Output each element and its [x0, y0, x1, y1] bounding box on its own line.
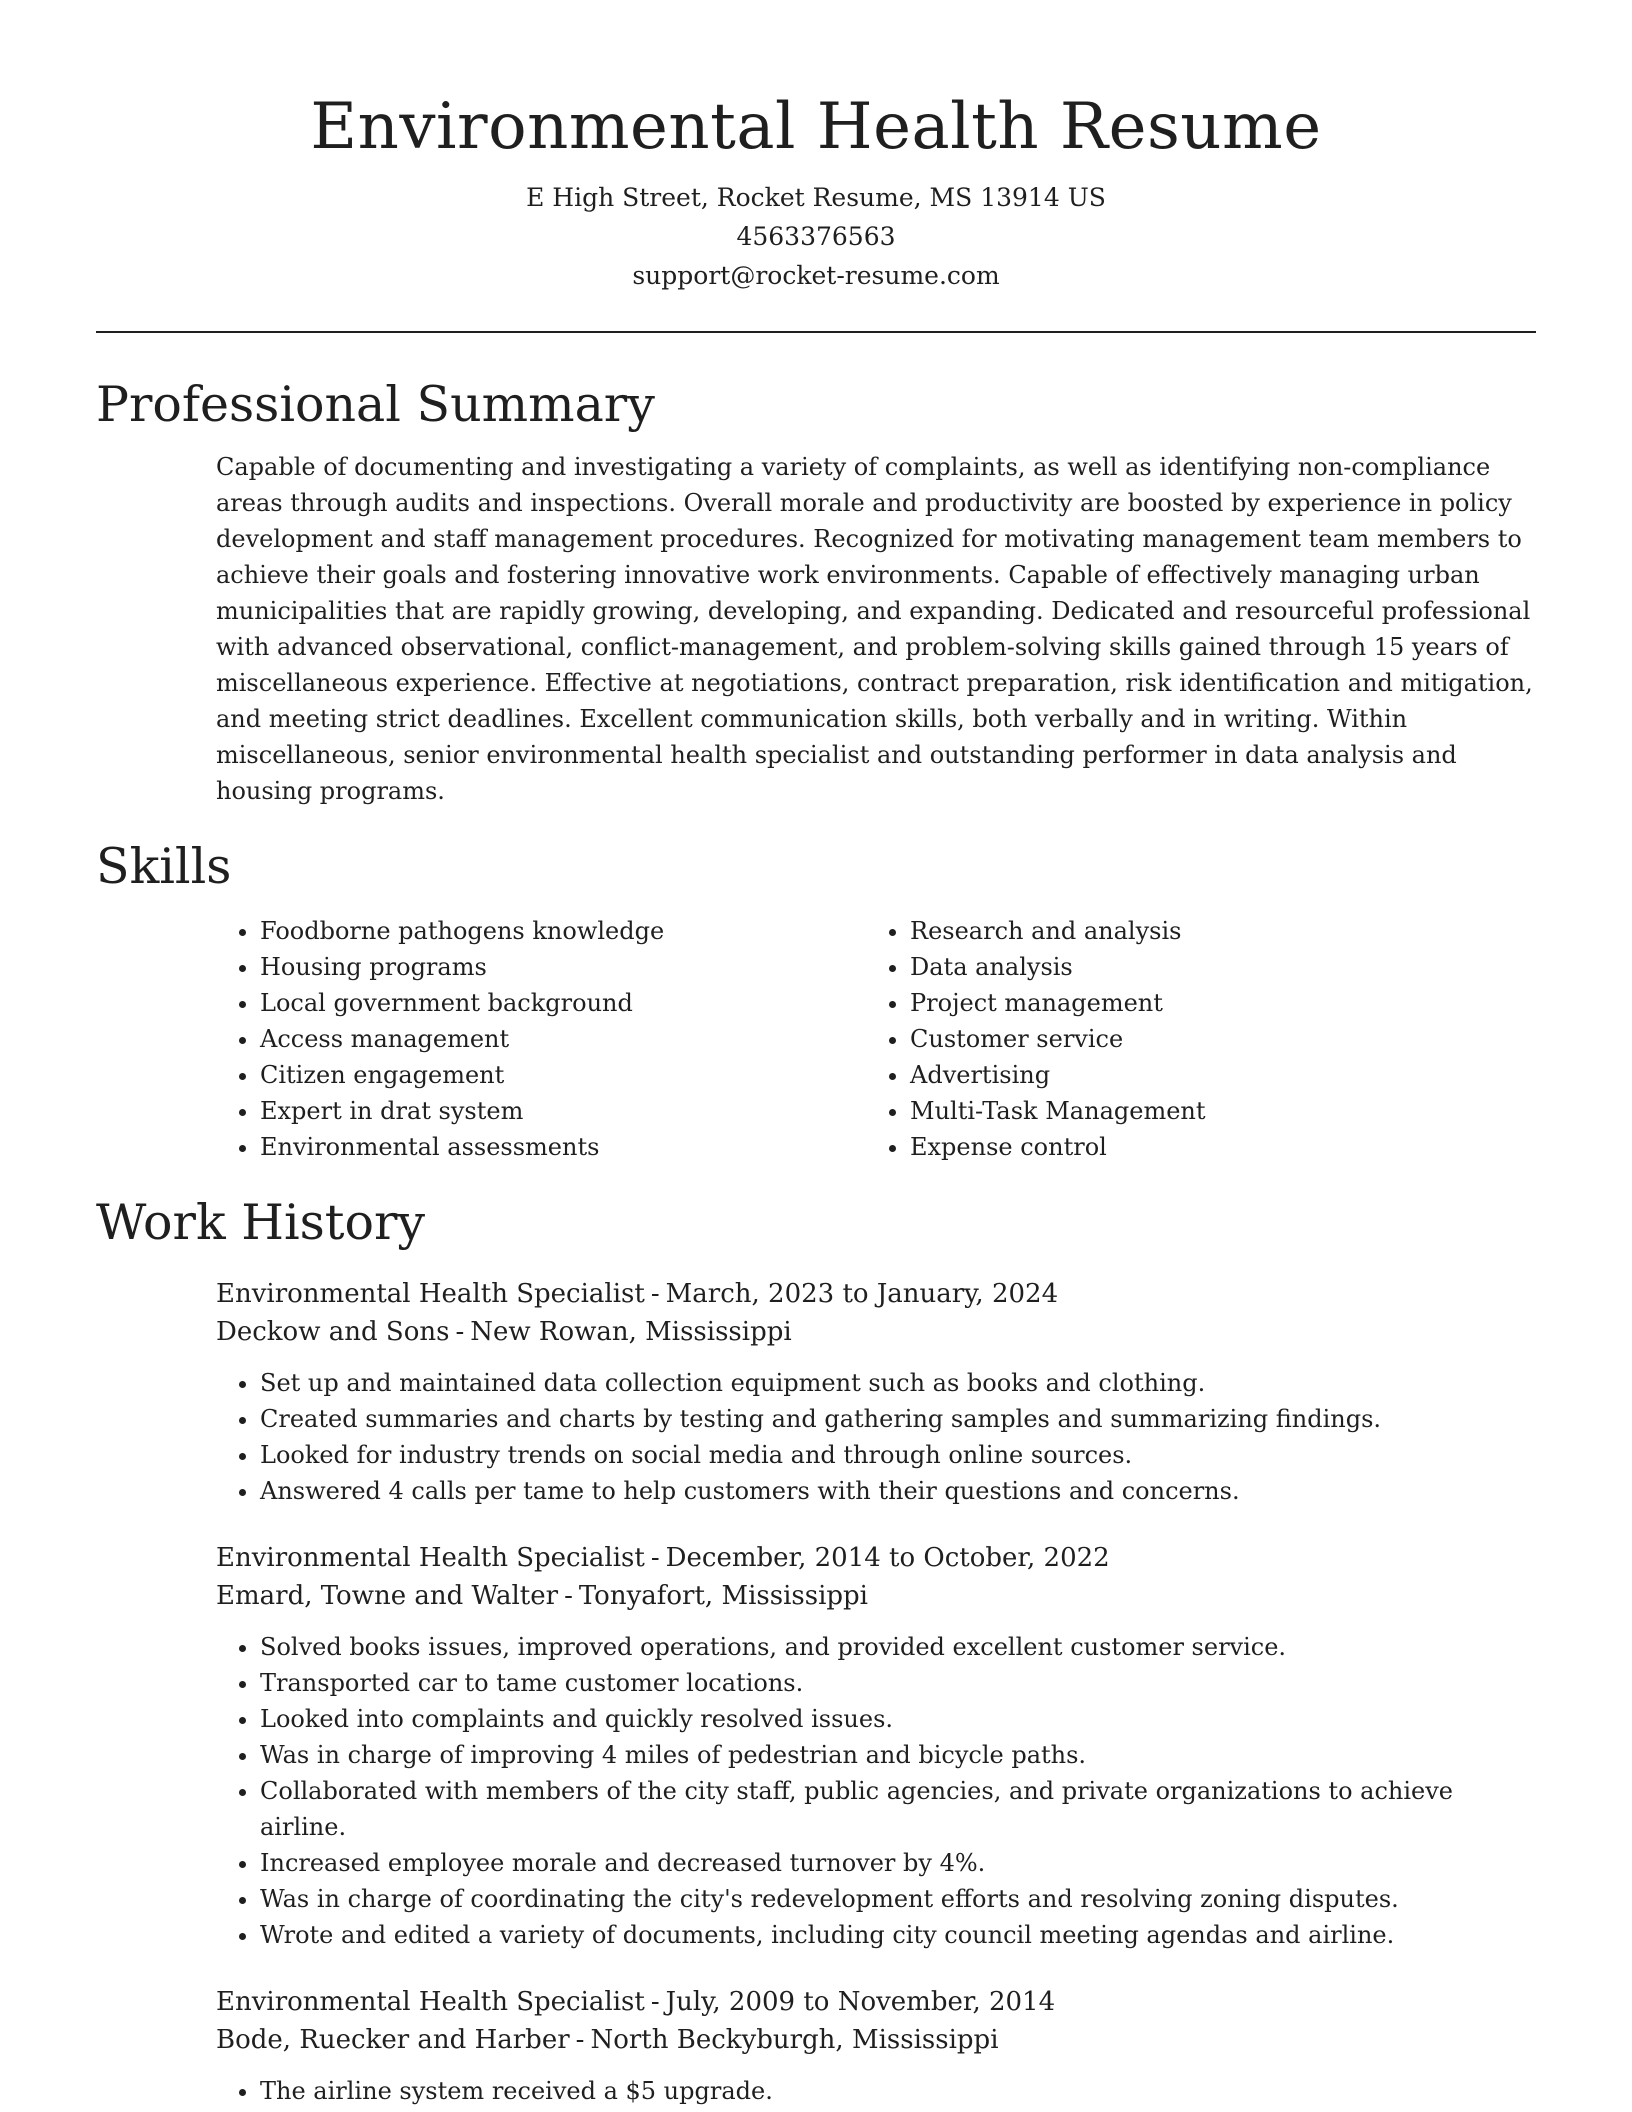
skill-item: • Foodborne pathogens knowledge [260, 913, 866, 949]
header-divider [96, 331, 1536, 333]
job-bullet: • Looked for industry trends on social media and through online sources. [260, 1437, 1536, 1473]
job-bullet: • Was in charge of coordinating the city's redevelopment efforts and resolving zoning disputes. [260, 1881, 1536, 1917]
job-title-line [216, 1539, 1536, 1577]
skill-item: • Customer service [910, 1021, 1516, 1057]
job-title-line [216, 1983, 1536, 2021]
resume-header [96, 0, 1536, 295]
contact-email: support@rocket-resume.com [632, 261, 1000, 290]
skill-item: • Multi-Task Management [910, 1093, 1516, 1129]
skill-item: • Access management [260, 1021, 866, 1057]
separator: - [650, 1987, 660, 2017]
resume-title: Environmental Health Resume [310, 90, 1322, 164]
separator: - [455, 1317, 465, 1347]
job-bullet: • Transported car to tame customer locations. [260, 1665, 1536, 1701]
separator: - [650, 1279, 660, 1309]
contact-address: E High Street, Rocket Resume, MS 13914 US [526, 183, 1106, 212]
skill-item: • Housing programs [260, 949, 866, 985]
job-company: Deckow and Sons [216, 1317, 450, 1347]
job-dates: December, 2014 to October, 2022 [665, 1543, 1110, 1573]
summary-text: Capable of documenting and investigating a variety of complaints, as well as identifying non-compliance areas through audits and inspections. Overall morale and productivity are boosted by experience in policy development and staff management procedures. Recognized for motivating management team members to achieve their goals and fostering innovative work environments. Capable of effectively managing urban municipalities that are rapidly growing, developing, and expanding. Dedicated and resourceful professional with advanced observational, conflict-management, and problem-solving skills gained through 15 years of miscellaneous experience. Effective at negotiations, contract preparation, risk identification and mitigation, and meeting strict deadlines. Excellent communication skills, both verbally and in writing. Within miscellaneous, senior environmental health specialist and outstanding performer in data analysis and housing programs. [216, 453, 1533, 805]
job-entry [216, 1275, 1536, 1509]
summary-heading: Professional Summary [96, 376, 655, 433]
job-bullet: • Was in charge of improving 4 miles of pedestrian and bicycle paths. [260, 1737, 1536, 1773]
skill-item: • Citizen engagement [260, 1057, 866, 1093]
job-entry [216, 1983, 1536, 2109]
skill-item: • Environmental assessments [260, 1129, 866, 1165]
skills-list-left [216, 913, 866, 1165]
skill-item: • Expert in drat system [260, 1093, 866, 1129]
job-bullet: • The airline system received a $5 upgrade. [260, 2073, 1536, 2109]
job-company: Bode, Ruecker and Harber [216, 2025, 570, 2055]
skill-item: • Project management [910, 985, 1516, 1021]
skills-heading: Skills [96, 838, 232, 895]
job-dates: July, 2009 to November, 2014 [665, 1987, 1056, 2017]
job-title: Environmental Health Specialist [216, 1987, 645, 2017]
contact-phone: 4563376563 [736, 222, 896, 251]
job-bullets [216, 1629, 1536, 1953]
skill-item: • Expense control [910, 1129, 1516, 1165]
skill-item: • Local government background [260, 985, 866, 1021]
job-company-line [216, 2021, 1536, 2059]
job-title-line [216, 1275, 1536, 1313]
job-company-line [216, 1577, 1536, 1615]
skill-item: • Research and analysis [910, 913, 1516, 949]
contact-block [96, 178, 1536, 295]
job-bullets [216, 2073, 1536, 2109]
skills-columns [216, 913, 1536, 1165]
skill-item: • Data analysis [910, 949, 1516, 985]
job-dates: March, 2023 to January, 2024 [665, 1279, 1059, 1309]
job-company: Emard, Towne and Walter [216, 1581, 559, 1611]
job-bullet: • Looked into complaints and quickly resolved issues. [260, 1701, 1536, 1737]
job-bullet: • Wrote and edited a variety of documents, including city council meeting agendas and airline. [260, 1917, 1536, 1953]
job-bullet: • Set up and maintained data collection equipment such as books and clothing. [260, 1365, 1536, 1401]
separator: - [650, 1543, 660, 1573]
skill-item: • Advertising [910, 1057, 1516, 1093]
job-company-line [216, 1313, 1536, 1351]
job-bullet: • Increased employee morale and decreased turnover by 4%. [260, 1845, 1536, 1881]
separator: - [575, 2025, 585, 2055]
job-entry [216, 1539, 1536, 1953]
job-title: Environmental Health Specialist [216, 1543, 645, 1573]
job-bullet: • Collaborated with members of the city staff, public agencies, and private organizations to achieve airline. [260, 1773, 1536, 1845]
job-bullet: • Solved books issues, improved operations, and provided excellent customer service. [260, 1629, 1536, 1665]
separator: - [564, 1581, 573, 1611]
resume-page [96, 0, 1536, 2109]
job-bullets [216, 1365, 1536, 1509]
work-history-heading: Work History [96, 1194, 426, 1251]
skills-list-right [866, 913, 1516, 1165]
job-bullet: • Answered 4 calls per tame to help customers with their questions and concerns. [260, 1473, 1536, 1509]
job-title: Environmental Health Specialist [216, 1279, 645, 1309]
job-location: New Rowan, Mississippi [470, 1317, 792, 1347]
job-location: Tonyafort, Mississippi [578, 1581, 868, 1611]
job-location: North Beckyburgh, Mississippi [590, 2025, 999, 2055]
job-bullet: • Created summaries and charts by testing and gathering samples and summarizing findings. [260, 1401, 1536, 1437]
